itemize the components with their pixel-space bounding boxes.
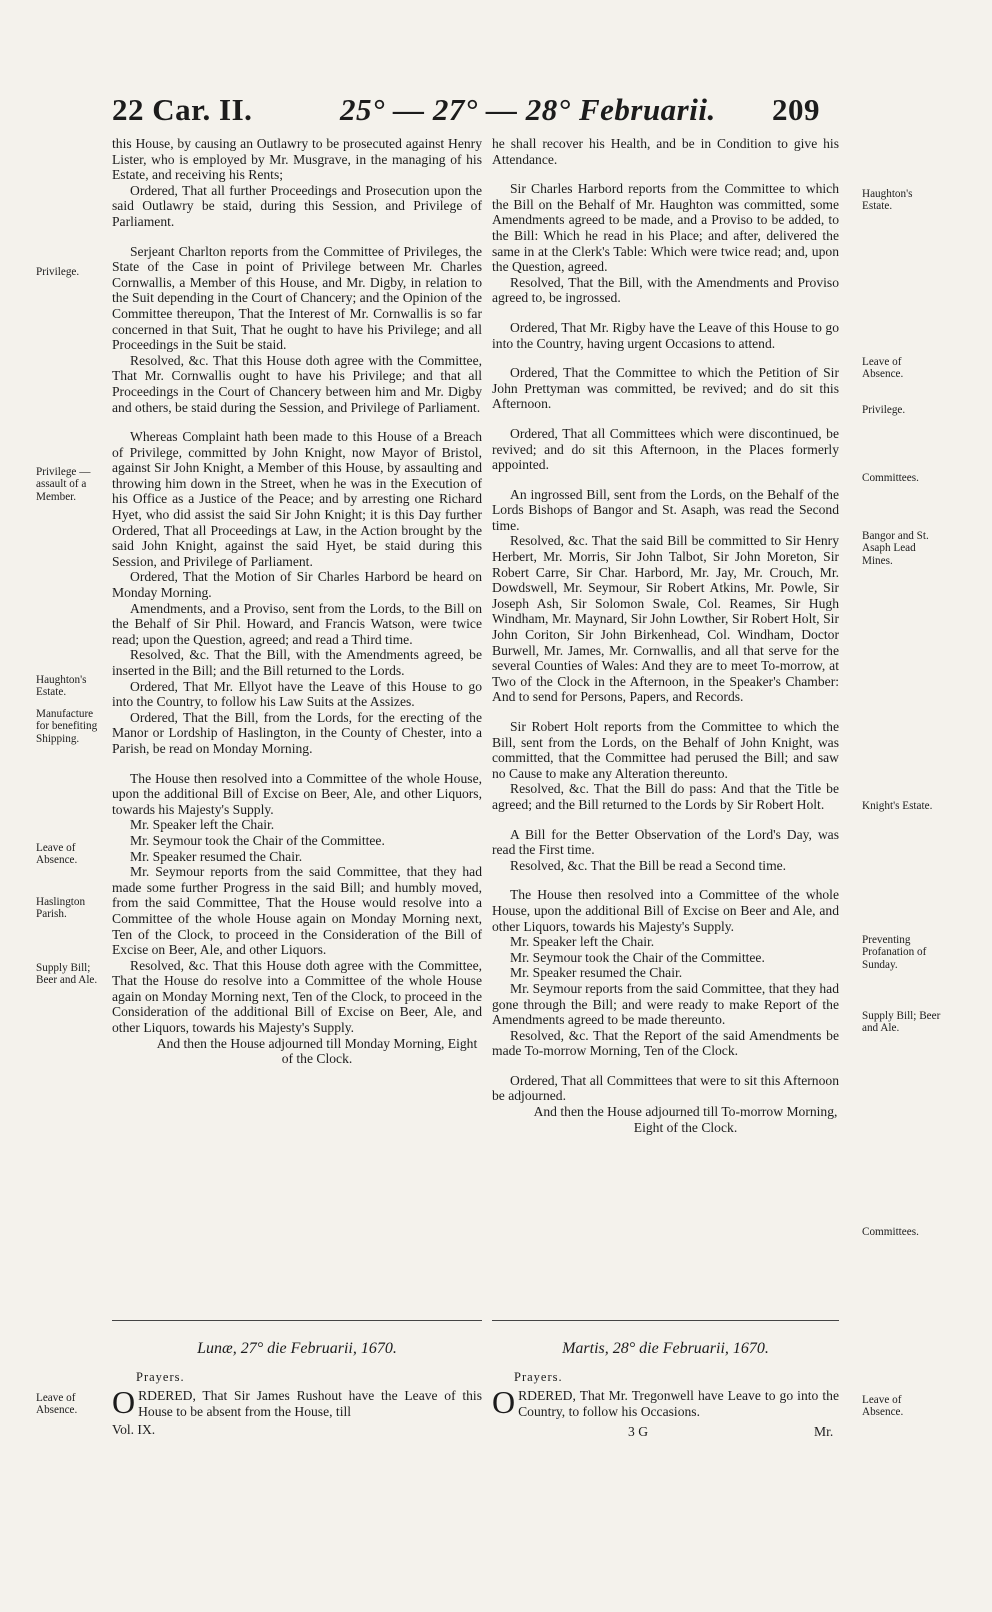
paragraph: Mr. Speaker resumed the Chair. xyxy=(130,848,303,864)
margin-note: Haughton's Estate. xyxy=(862,188,913,213)
paragraph: Resolved, That the Bill, with the Amendments and Proviso agreed to, be ingrossed. xyxy=(492,274,839,306)
right-final-entry xyxy=(492,1384,839,1420)
adjournment: And then the House adjourned till To-morrow Morning, Eight of the Clock. xyxy=(533,1104,838,1135)
paragraph: Resolved, &c. That the Bill do pass: And that the Title be agreed; and the Bill returned to the Lords by Sir Robert Holt. xyxy=(492,781,839,812)
margin-note: Leave of Absence. xyxy=(862,1394,904,1419)
paragraph: Ordered, That all further Proceedings and Prosecution upon the said Outlawry be staid, during this Session, and Privilege of Parliament. xyxy=(112,182,482,229)
paragraph: RDERED, That Mr. Tregonwell have Leave to go into the Country, to follow his Occasions. xyxy=(518,1388,839,1419)
prayers-label: Prayers. xyxy=(136,1370,185,1384)
paragraph: Resolved, &c. That the Bill be read a Second time. xyxy=(510,857,787,873)
paragraph: Mr. Seymour took the Chair of the Committee. xyxy=(510,949,765,965)
paragraph: Sir Robert Holt reports from the Committee to which the Bill, sent from the Lords, on the Behalf of John Knight, was committed, that the Committee had perused the Bill; and saw no Cause to make any Alteration thereunto. xyxy=(492,719,839,781)
margin-note: Knight's Estate. xyxy=(862,800,933,812)
margin-note: Privilege. xyxy=(36,266,80,278)
paragraph: Mr. Seymour took the Chair of the Committee. xyxy=(130,832,385,848)
margin-note: Preventing Profanation of Sunday. xyxy=(862,934,927,971)
running-head-left: 22 Car. II. xyxy=(112,92,253,127)
margin-note: Leave of Absence. xyxy=(36,842,78,867)
paragraph: Resolved, &c. That this House doth agree with the Committee, That Mr. Cornwallis ought to have his Privilege; and that all Proceedings in the Court of Chancery between him and Mr. Digby and others, be staid during the Session, and Privilege of Parliament. xyxy=(112,352,482,415)
paragraph: Ordered, That Mr. Rigby have the Leave of this House to go into the Country, having urgent Occasions to attend. xyxy=(492,319,839,351)
adjournment: And then the House adjourned till Monday Morning, Eight of the Clock. xyxy=(156,1035,478,1067)
page-number: 209 xyxy=(772,92,820,127)
drop-cap: O xyxy=(112,1384,136,1420)
paragraph: A Bill for the Better Observation of the Lord's Day, was read the First time. xyxy=(492,826,839,858)
margin-note: Privilege. xyxy=(862,404,906,416)
margin-note: Committees. xyxy=(862,472,919,484)
paragraph: Ordered, That the Bill, from the Lords, for the erecting of the Manor or Lordship of Haslington, in the County of Chester, into a Parish, be read on Monday Morning. xyxy=(112,709,482,756)
margin-note: Bangor and St. Asaph Lead Mines. xyxy=(862,530,929,567)
date-heading: Martis, 28° die Februarii, 1670. xyxy=(562,1340,769,1357)
margin-note: Haughton's Estate. xyxy=(36,674,87,699)
paragraph: Mr. Seymour reports from the said Committee, that they had made some further Progress in the said Bill; and humbly moved, from the said Committee, That the House would resolve into a Committee of the whole House again on Monday Morning next, Ten of the Clock, to proceed in the Consideration of the Bill of Excise on Beer, Ale, and other Liquors. xyxy=(112,864,482,958)
paragraph: An ingrossed Bill, sent from the Lords, on the Behalf of the Lords Bishops of Bangor and St. Asaph, was read the Second time. xyxy=(492,486,839,533)
paragraph: Whereas Complaint hath been made to this House of a Breach of Privilege, committed by John Knight, now Mayor of Bristol, against Sir John Knight, a Member of this House, by assaulting and throwing him down in the Street, when he was in the Execution of his Office as a Justice of the Peace; and by arresting one Richard Hyet, who did assist the said Sir John Knight; it is this Day further Ordered, That all Proceedings at Law, in the Action brought by the said John Knight, against the said Hyet, be staid during this Session, and Privilege of Parliament. xyxy=(112,429,482,569)
margin-note: Manufacture for benefiting Shipping. xyxy=(36,708,98,745)
section-rule xyxy=(112,1320,482,1321)
paragraph: The House then resolved into a Committee of the whole House, upon the additional Bill of Excise on Beer and Ale, and other Liquors, towards his Majesty's Supply. xyxy=(492,887,839,934)
paragraph: Serjeant Charlton reports from the Committee of Privileges, the State of the Case in point of Privilege between Mr. Charles Cornwallis, a Member of this House, and Mr. Digby, in relation to the Suit depending in the Court of Chancery; and the Opinion of the Committee thereupon, That the Interest of Mr. Cornwallis is so far concerned in that Suit, That he ought to have his Privilege; and all Proceedings in the Suit be staid. xyxy=(112,243,482,353)
right-column xyxy=(492,136,839,1135)
left-column xyxy=(112,136,482,1067)
catchword: Mr. xyxy=(814,1424,834,1439)
paragraph: Ordered, That the Committee to which the Petition of Sir John Prettyman was committed, be revived; and do sit this Afternoon. xyxy=(492,365,839,412)
paragraph: Resolved, &c. That the Bill, with the Amendments agreed, be inserted in the Bill; and the Bill returned to the Lords. xyxy=(112,647,482,678)
margin-note: Leave of Absence. xyxy=(36,1392,78,1417)
prayers-label: Prayers. xyxy=(514,1370,563,1384)
left-final-entry xyxy=(112,1384,482,1420)
paragraph: Ordered, That Mr. Ellyot have the Leave of this House to go into the Country, to follow his Law Suits at the Assizes. xyxy=(112,678,482,710)
drop-cap: O xyxy=(492,1384,516,1420)
margin-note: Leave of Absence. xyxy=(862,356,904,381)
paragraph: he shall recover his Health, and be in Condition to give his Attendance. xyxy=(492,136,839,167)
paragraph: Mr. Speaker resumed the Chair. xyxy=(510,965,683,981)
paragraph: this House, by causing an Outlawry to be prosecuted against Henry Lister, who is employed by Mr. Musgrave, in the managing of his Estate, and receiving his Rents; xyxy=(112,136,482,183)
paragraph: The House then resolved into a Committee of the whole House, upon the additional Bill of Excise on Beer, Ale, and other Liquors, towards his Majesty's Supply. xyxy=(112,770,482,817)
margin-note: Supply Bill; Beer and Ale. xyxy=(36,962,98,987)
section-rule xyxy=(492,1320,839,1321)
paragraph: Mr. Speaker left the Chair. xyxy=(130,817,275,833)
margin-note: Haslington Parish. xyxy=(36,896,86,921)
paragraph: Sir Charles Harbord reports from the Committee to which the Bill on the Behalf of Mr. Haughton was committed, some Amendments agreed to be made, and a Proviso to be added, to the Bill: Which he read in his Place; and after, delivered the same in at the Clerk's Table: Which were twice read; and, upon the Question, agreed. xyxy=(492,181,839,275)
margin-note: Privilege — assault of a Member. xyxy=(36,466,91,503)
paragraph: Resolved, &c. That this House doth agree with the Committee, That the House do resolve into a Committee of the whole House again on Monday Morning next, Ten of the Clock, to proceed in the Consideration of the additional Bill of Excise on Beer, Ale, and other Liquors, towards his Majesty's Supply. xyxy=(112,957,482,1036)
margin-note: Committees. xyxy=(862,1226,919,1238)
signature-mark: 3 G xyxy=(628,1424,649,1439)
margin-note: Supply Bill; Beer and Ale. xyxy=(862,1010,941,1035)
paragraph: Ordered, That the Motion of Sir Charles Harbord be heard on Monday Morning. xyxy=(112,569,482,601)
volume-signature: Vol. IX. xyxy=(112,1422,156,1437)
paragraph: Mr. Speaker left the Chair. xyxy=(510,934,655,950)
running-head-center: 25° — 27° — 28° Februarii. xyxy=(340,92,716,127)
paragraph: RDERED, That Sir James Rushout have the Leave of this House to be absent from the House, till xyxy=(138,1388,482,1419)
paragraph: Amendments, and a Proviso, sent from the Lords, to the Bill on the Behalf of Sir Phil. Howard, and Francis Watson, were twice read; upon the Question, agreed; and read a Third time. xyxy=(112,600,482,647)
paragraph: Resolved, &c. That the Report of the said Amendments be made To-morrow Morning, Ten of the Clock. xyxy=(492,1027,839,1059)
date-heading: Lunæ, 27° die Februarii, 1670. xyxy=(197,1340,397,1357)
paragraph: Mr. Seymour reports from the said Committee, that they had gone through the Bill; and were ready to make Report of the Amendments agreed to be made thereunto. xyxy=(492,980,839,1028)
paragraph: Resolved, &c. That the said Bill be committed to Sir Henry Herbert, Mr. Morris, Sir John Talbot, Sir John Moreton, Sir Robert Carre, Sir Char. Harbord, Mr. Jay, Mr. Crouch, Mr. Dowdswell, Mr. Seymour, Sir Robert Atkins, Mr. Powle, Sir Joseph Ash, Sir Solomon Swale, Col. Reames, Sir Hugh Windham, Mr. Maynard, Sir John Lowther, Sir Robert Holt, Sir John Coriton, Sir John Birkenhead, Col. Windham, Doctor Burwell, Mr. James, Mr. Cornwallis, and all that serve for the several Counties of Wales: And they are to meet To-morrow, at Two of the Clock in the Afternoon, in the Speaker's Chamber: And to send for Persons, Papers, and Records. xyxy=(492,533,839,705)
paragraph: Ordered, That all Committees which were discontinued, be revived; and do sit this Afternoon, in the Places formerly appointed. xyxy=(492,425,839,473)
paragraph: Ordered, That all Committees that were to sit this Afternoon be adjourned. xyxy=(492,1072,839,1104)
